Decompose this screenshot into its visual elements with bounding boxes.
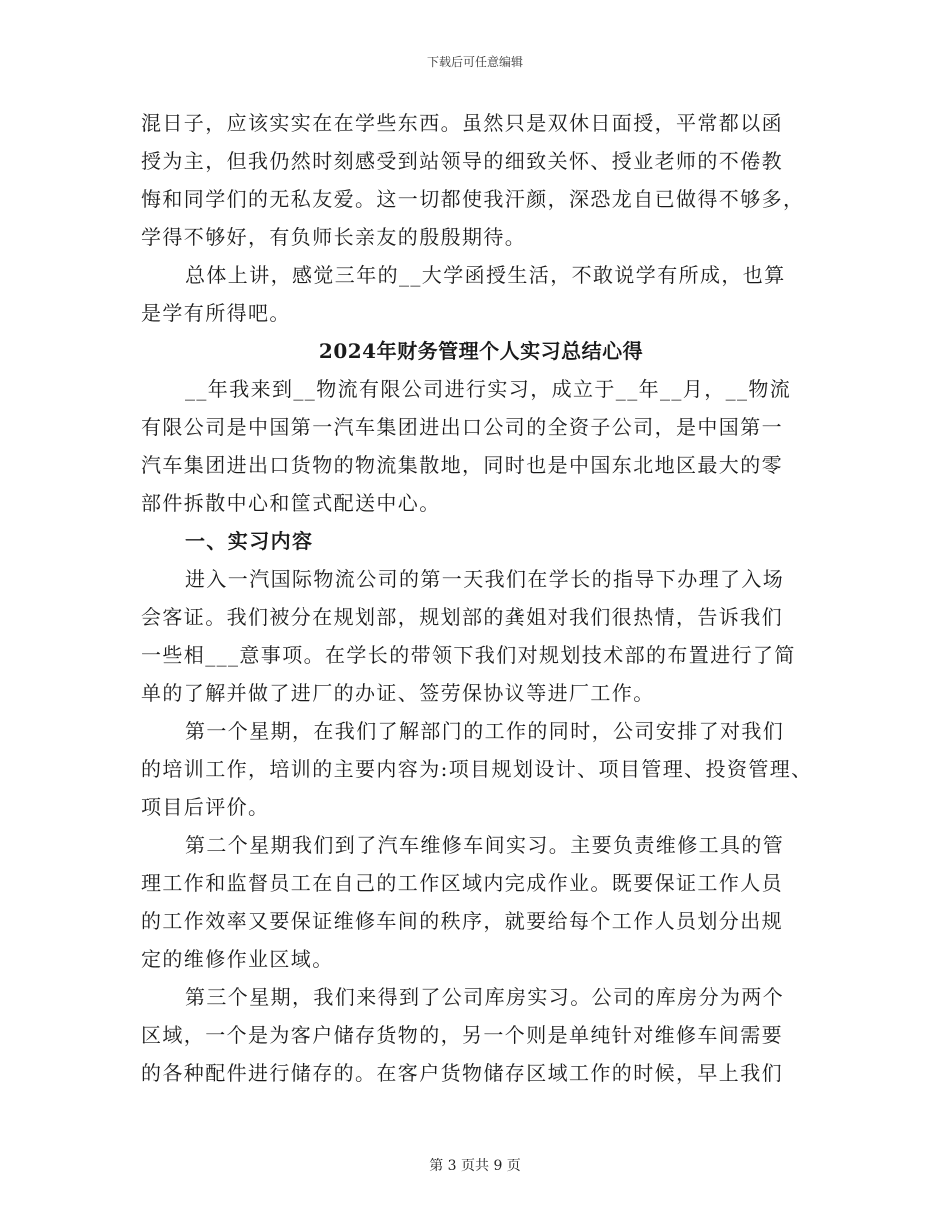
body-line: 的培训工作，培训的主要内容为:项目规划设计、项目管理、投资管理、	[141, 757, 813, 781]
body-line: 授为主，但我仍然时刻感受到站领导的细致关怀、授业老师的不倦教	[141, 149, 783, 173]
body-line: 第二个星期我们到了汽车维修车间实习。主要负责维修工具的管	[185, 833, 785, 857]
body-line: 悔和同学们的无私友爱。这一切都使我汗颜，深恐龙自已做得不够多，	[141, 187, 805, 211]
body-line: 区域，一个是为客户储存货物的，另一个则是单纯针对维修车间需要	[141, 1023, 783, 1047]
body-line: 第三个星期，我们来得到了公司库房实习。公司的库房分为两个	[185, 985, 785, 1009]
body-line: 部件拆散中心和筐式配送中心。	[141, 491, 441, 515]
body-line: 定的维修作业区域。	[141, 947, 334, 971]
body-line: 汽车集团进出口货物的物流集散地，同时也是中国东北地区最大的零	[141, 453, 783, 477]
document-body	[141, 104, 821, 1092]
body-line: 会客证。我们被分在规划部，规划部的龚姐对我们很热情，告诉我们	[141, 605, 783, 629]
body-line: 一些相___意事项。在学长的带领下我们对规划技术部的布置进行了简	[141, 643, 796, 667]
body-line: 第一个星期，在我们了解部门的工作的同时，公司安排了对我们	[185, 719, 785, 743]
body-line: 有限公司是中国第一汽车集团进出口公司的全资子公司，是中国第一	[141, 415, 783, 439]
body-line: 单的了解并做了进厂的办证、签劳保协议等进厂工作。	[141, 681, 655, 705]
body-line: 学得不够好，有负师长亲友的殷殷期待。	[141, 225, 527, 249]
body-line: 理工作和监督员工在自己的工作区域内完成作业。既要保证工作人员	[141, 871, 783, 895]
body-line: 项目后评价。	[141, 795, 270, 819]
page-footer: 第 3 页共 9 页	[429, 1158, 521, 1174]
section-title: 2024年财务管理个人实习总结心得	[318, 339, 644, 363]
body-line: 的工作效率又要保证维修车间的秩序，就要给每个工作人员划分出规	[141, 909, 783, 933]
body-line: 进入一汽国际物流公司的第一天我们在学长的指导下办理了入场	[185, 567, 785, 591]
body-line: __年我来到__物流有限公司进行实习，成立于__年__月，__物流	[185, 377, 792, 401]
body-line: 混日子，应该实实在在学些东西。虽然只是双休日面授，平常都以函	[141, 111, 783, 135]
page-header: 下载后可任意编辑	[426, 55, 523, 69]
body-line: 的各种配件进行储存的。在客户货物储存区域工作的时候，早上我们	[141, 1061, 783, 1085]
body-line: 总体上讲，感觉三年的__大学函授生活，不敢说学有所成，也算	[185, 263, 786, 287]
body-line: 是学有所得吧。	[141, 301, 291, 325]
subsection-heading: 一、实习内容	[185, 529, 314, 553]
